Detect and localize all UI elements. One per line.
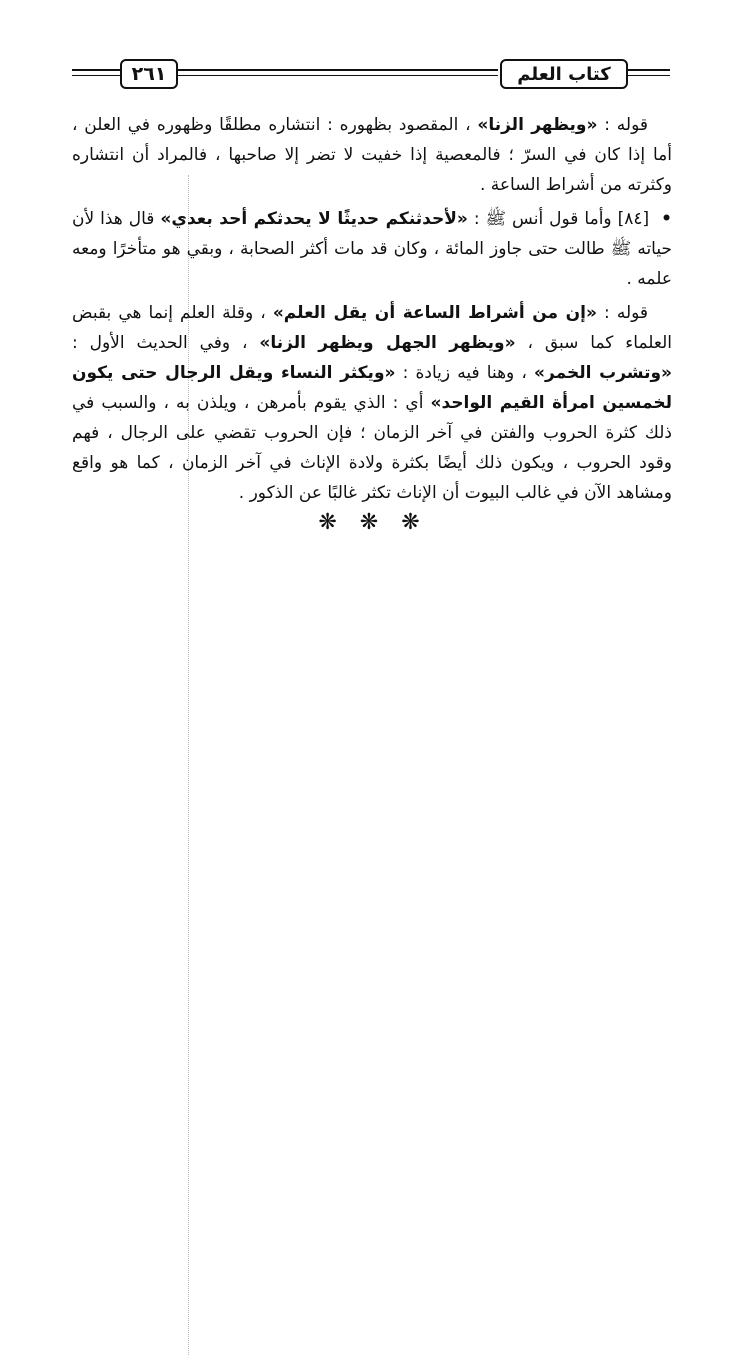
paragraph-1-lead: قوله : (604, 115, 648, 135)
page-header (72, 55, 670, 95)
bullet-marker: • (661, 209, 672, 229)
header-rule-left-bottom (72, 75, 120, 76)
paragraph-3-quote-4: «ويكثر النساء ويقل الرجال حتى يكون لخمسين امرأة القيم الواحد» (72, 363, 672, 413)
page-number: ٢٦١ (120, 59, 178, 89)
body-text (72, 110, 672, 508)
paragraph-3-lead: قوله : (604, 303, 649, 323)
header-rule-right-bottom (628, 75, 670, 76)
paragraph-3-text-2: ، وفي الحديث الأول : (72, 333, 248, 353)
paragraph-2-quote: «لأحدثنكم حديثًا لا يحدثكم أحد بعدي» (160, 209, 468, 229)
book-title: كتاب العلم (500, 59, 628, 89)
paragraph-3-text: ، وقلة العلم إنما هي بقبض العلماء كما سبق ، (72, 303, 673, 353)
section-separator: ❋ ❋ ❋ (318, 510, 428, 535)
header-rule-middle-bottom (178, 75, 498, 76)
paragraph-3 (72, 298, 672, 508)
paragraph-3-quote-2: «ويظهر الجهل ويظهر الزنا» (259, 333, 516, 353)
paragraph-2-lead: [٨٤] وأما قول أنس ﷺ : (473, 209, 650, 229)
paragraph-1-quote: «ويظهر الزنا» (477, 115, 598, 135)
paragraph-1 (72, 110, 672, 200)
paragraph-2-text: قال هذا لأن حياته ﷺ طالت حتى جاوز المائة ، وكان قد مات أكثر الصحابة ، وبقي هو متأخرًا ومعه علمه . (72, 209, 672, 289)
header-rule-left-top (72, 69, 120, 71)
paragraph-3-quote-3: «وتشرب الخمر» (534, 363, 673, 383)
paragraph-1-text: ، المقصود بظهوره : انتشاره مطلقًا وظهوره في العلن ، أما إذا كان في السرّ ؛ فالمعصية إذا خفيت لا تضر إلا صاحبها ، فالمراد أن انتشاره وكثرته من أشراط الساعة . (72, 115, 672, 195)
header-rule-right-top (628, 69, 670, 71)
paragraph-3-text-3: ، وهنا فيه زيادة : (402, 363, 527, 383)
paragraph-3-text-4: أي : الذي يقوم بأمرهن ، ويلذن به ، والسبب في ذلك كثرة الحروب والفتن في آخر الزمان ؛ فإن الحروب تقضي على الرجال ، فهم وقود الحروب ، ويكون ذلك أيضًا بكثرة ولادة الإناث في آخر الزمان ، كما هو واقع ومشاهد الآن في غالب البيوت أن الإناث تكثر غالبًا عن الذكور . (72, 393, 672, 503)
header-rule-middle-top (178, 69, 498, 71)
paragraph-2 (72, 204, 672, 294)
paragraph-3-quote: «إن من أشراط الساعة أن يقل العلم» (272, 303, 597, 323)
